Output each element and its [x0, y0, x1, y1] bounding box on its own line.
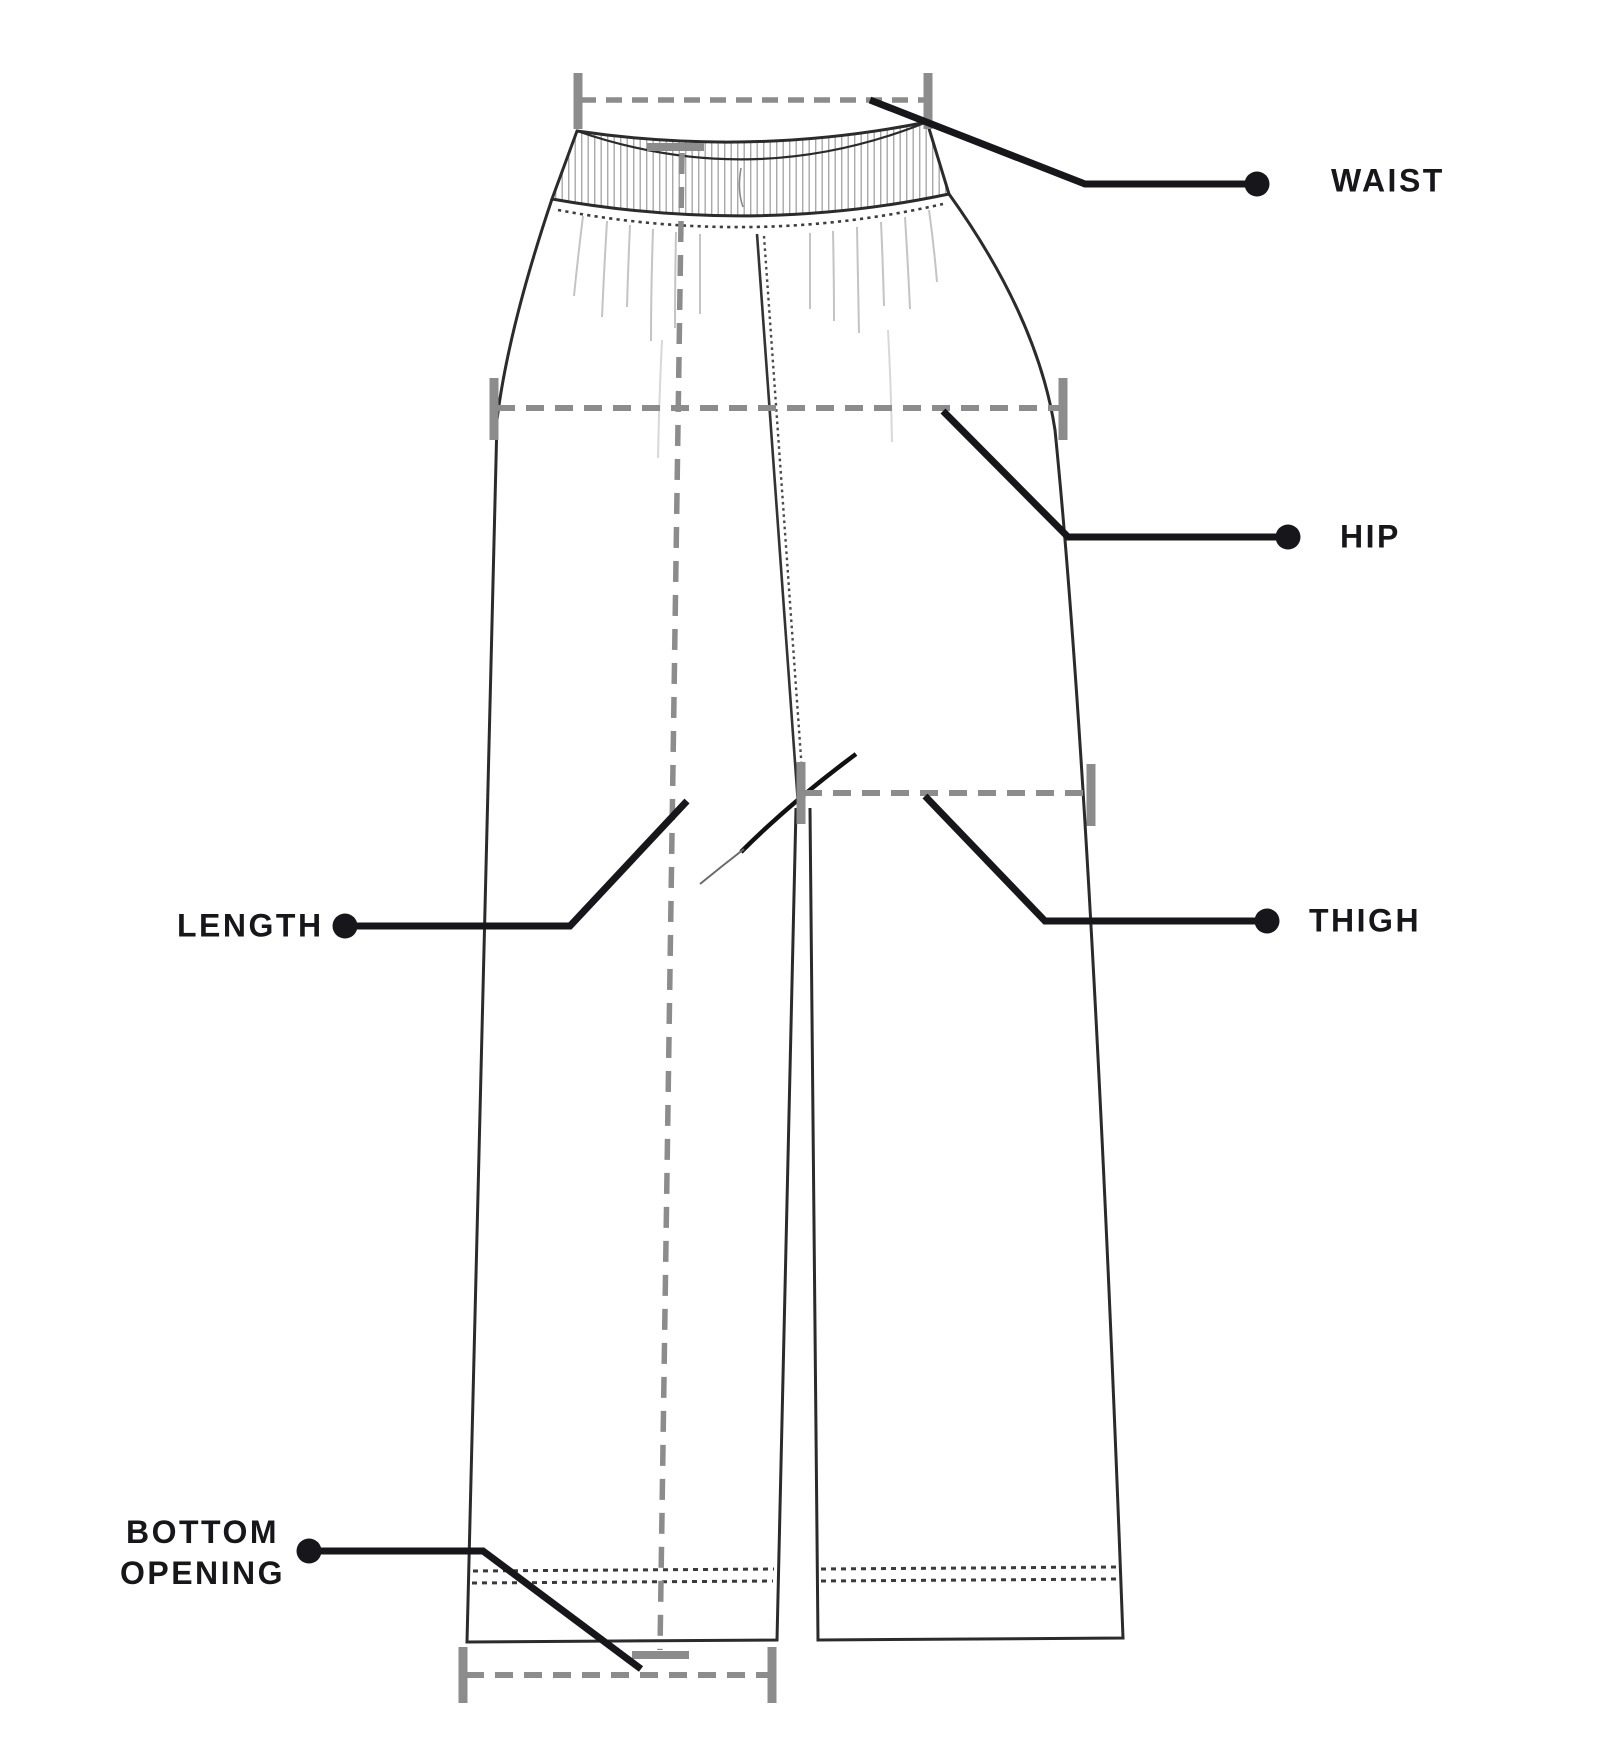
- thigh-label: THIGH: [1309, 902, 1422, 939]
- waist-dot: [1245, 172, 1270, 197]
- length-measure-line: [632, 147, 704, 1655]
- hip-label: HIP: [1340, 518, 1401, 555]
- hem-stitching: [472, 1567, 1119, 1583]
- thigh-leader-line: [925, 796, 1267, 921]
- crotch-slash-tail: [700, 849, 744, 884]
- bottom-opening-leader-line: [309, 1551, 641, 1669]
- rise-stitch-line: [764, 236, 804, 800]
- bottom-opening-label-line2: OPENING: [119, 1555, 286, 1591]
- hip-measure-line: [494, 378, 1063, 440]
- pants-outline: [467, 122, 1123, 1642]
- measurement-lines: [463, 73, 1091, 1703]
- center-front-rise: [757, 234, 798, 804]
- left-leg-outline: [467, 199, 796, 1642]
- bottom-opening-label-line1: BOTTOM: [125, 1514, 280, 1551]
- length-dot: [333, 914, 358, 939]
- thigh-dot: [1255, 909, 1280, 934]
- waist-label: WAIST: [1331, 162, 1445, 199]
- hip-dot: [1276, 525, 1301, 550]
- bottom-opening-label: [95, 1512, 310, 1594]
- leader-lines: [309, 100, 1288, 1669]
- length-leader-line: [345, 801, 687, 926]
- fabric-gathers: [574, 210, 937, 458]
- length-label: LENGTH: [177, 907, 324, 944]
- hip-leader-line: [943, 411, 1288, 537]
- leader-dots: [297, 172, 1301, 1564]
